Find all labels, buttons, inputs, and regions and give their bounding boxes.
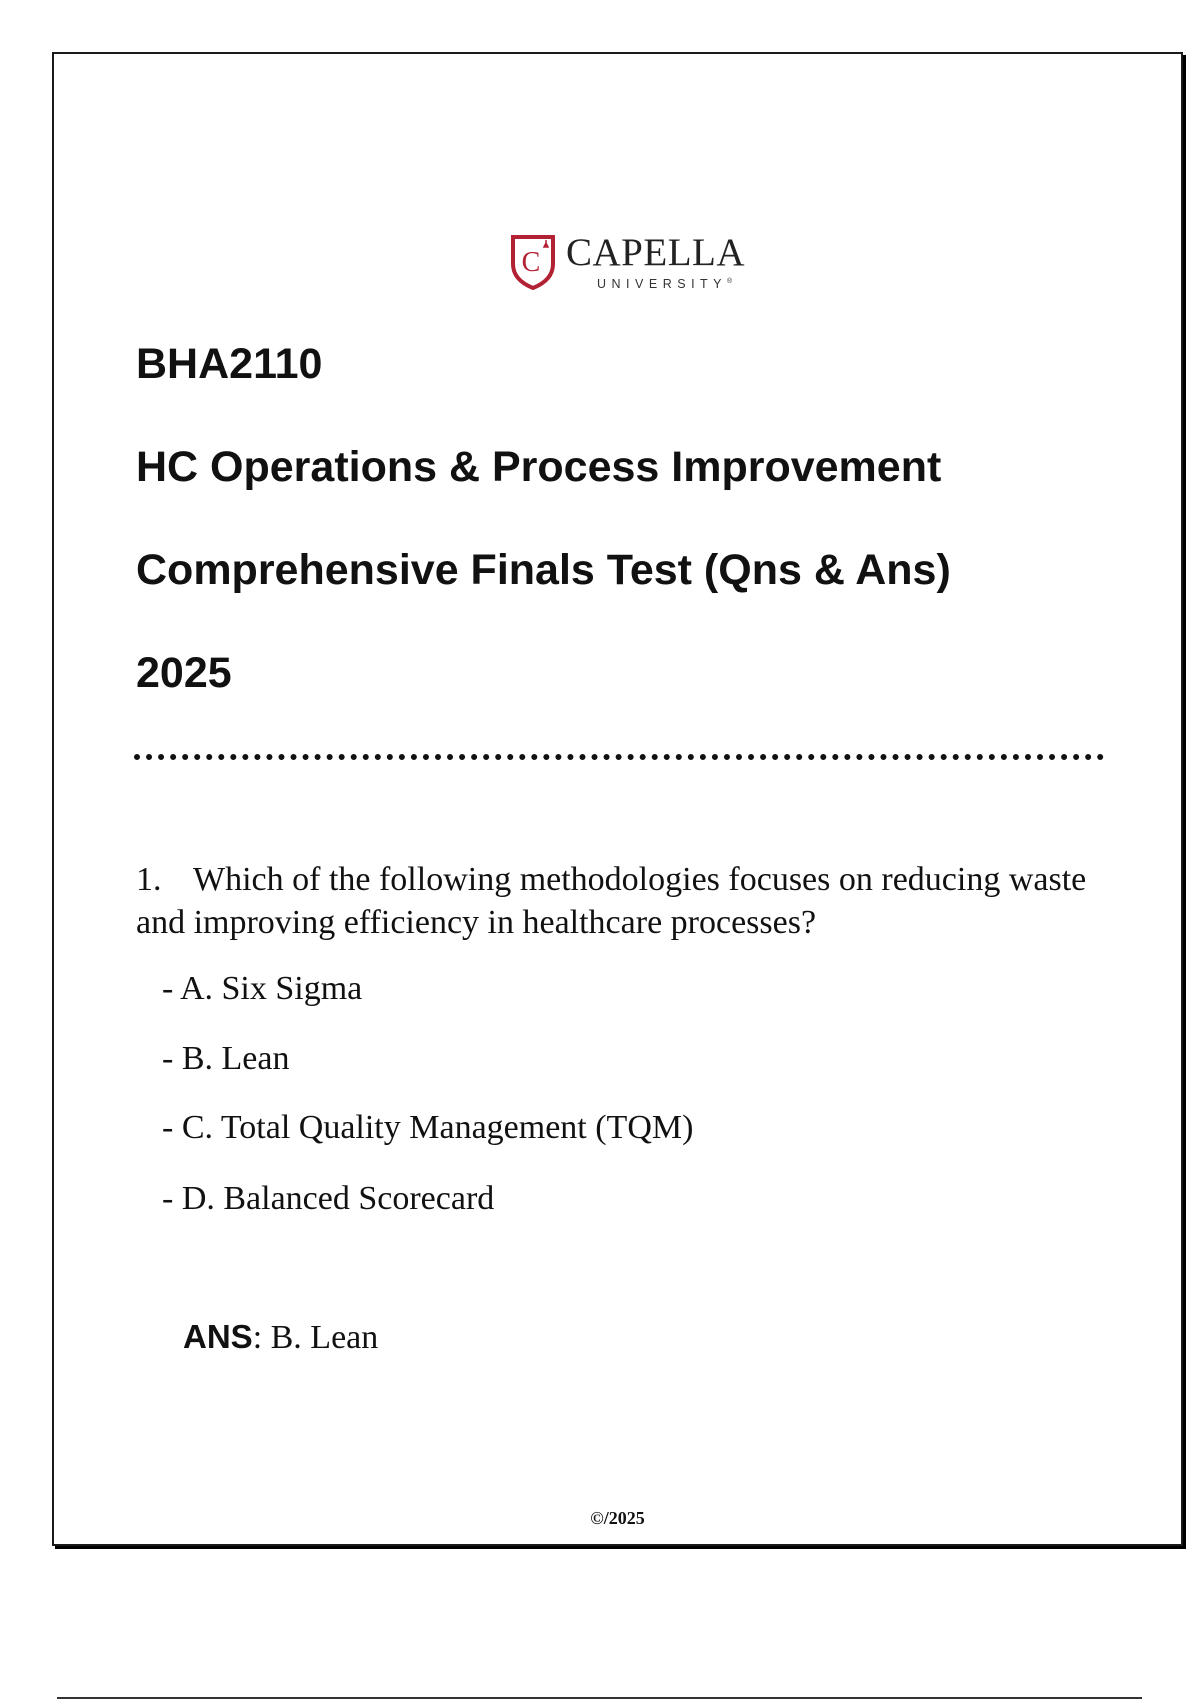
copyright-footer: ©/2025 <box>590 1508 645 1528</box>
capella-shield-icon <box>510 234 556 290</box>
capella-university-logo <box>510 231 760 294</box>
option-c: - C. Total Quality Management (TQM) <box>162 1109 694 1146</box>
test-title: Comprehensive Finals Test (Qns & Ans) <box>136 546 951 594</box>
answer-label: ANS <box>183 1318 253 1355</box>
option-a: - A. Six Sigma <box>162 970 363 1007</box>
question-1 <box>136 858 1096 944</box>
question-number: 1. <box>136 861 162 898</box>
option-b: - B. Lean <box>162 1040 290 1077</box>
question-text: Which of the following methodologies focuses on reducing waste and improving efficiency in healthcare processes? <box>136 861 1087 941</box>
answer-text: : B. Lean <box>252 1319 379 1356</box>
answer-line <box>183 1318 378 1357</box>
course-code: BHA2110 <box>136 340 323 388</box>
logo-subtitle: UNIVERSITY® <box>597 277 733 291</box>
next-page-edge <box>57 1697 1142 1699</box>
option-d: - D. Balanced Scorecard <box>162 1180 495 1217</box>
logo-wordmark: CAPELLA <box>566 231 745 274</box>
shield-letter: C <box>521 247 541 278</box>
course-title: HC Operations & Process Improvement <box>136 443 942 491</box>
test-year: 2025 <box>136 649 232 697</box>
dotted-divider <box>134 754 1104 760</box>
